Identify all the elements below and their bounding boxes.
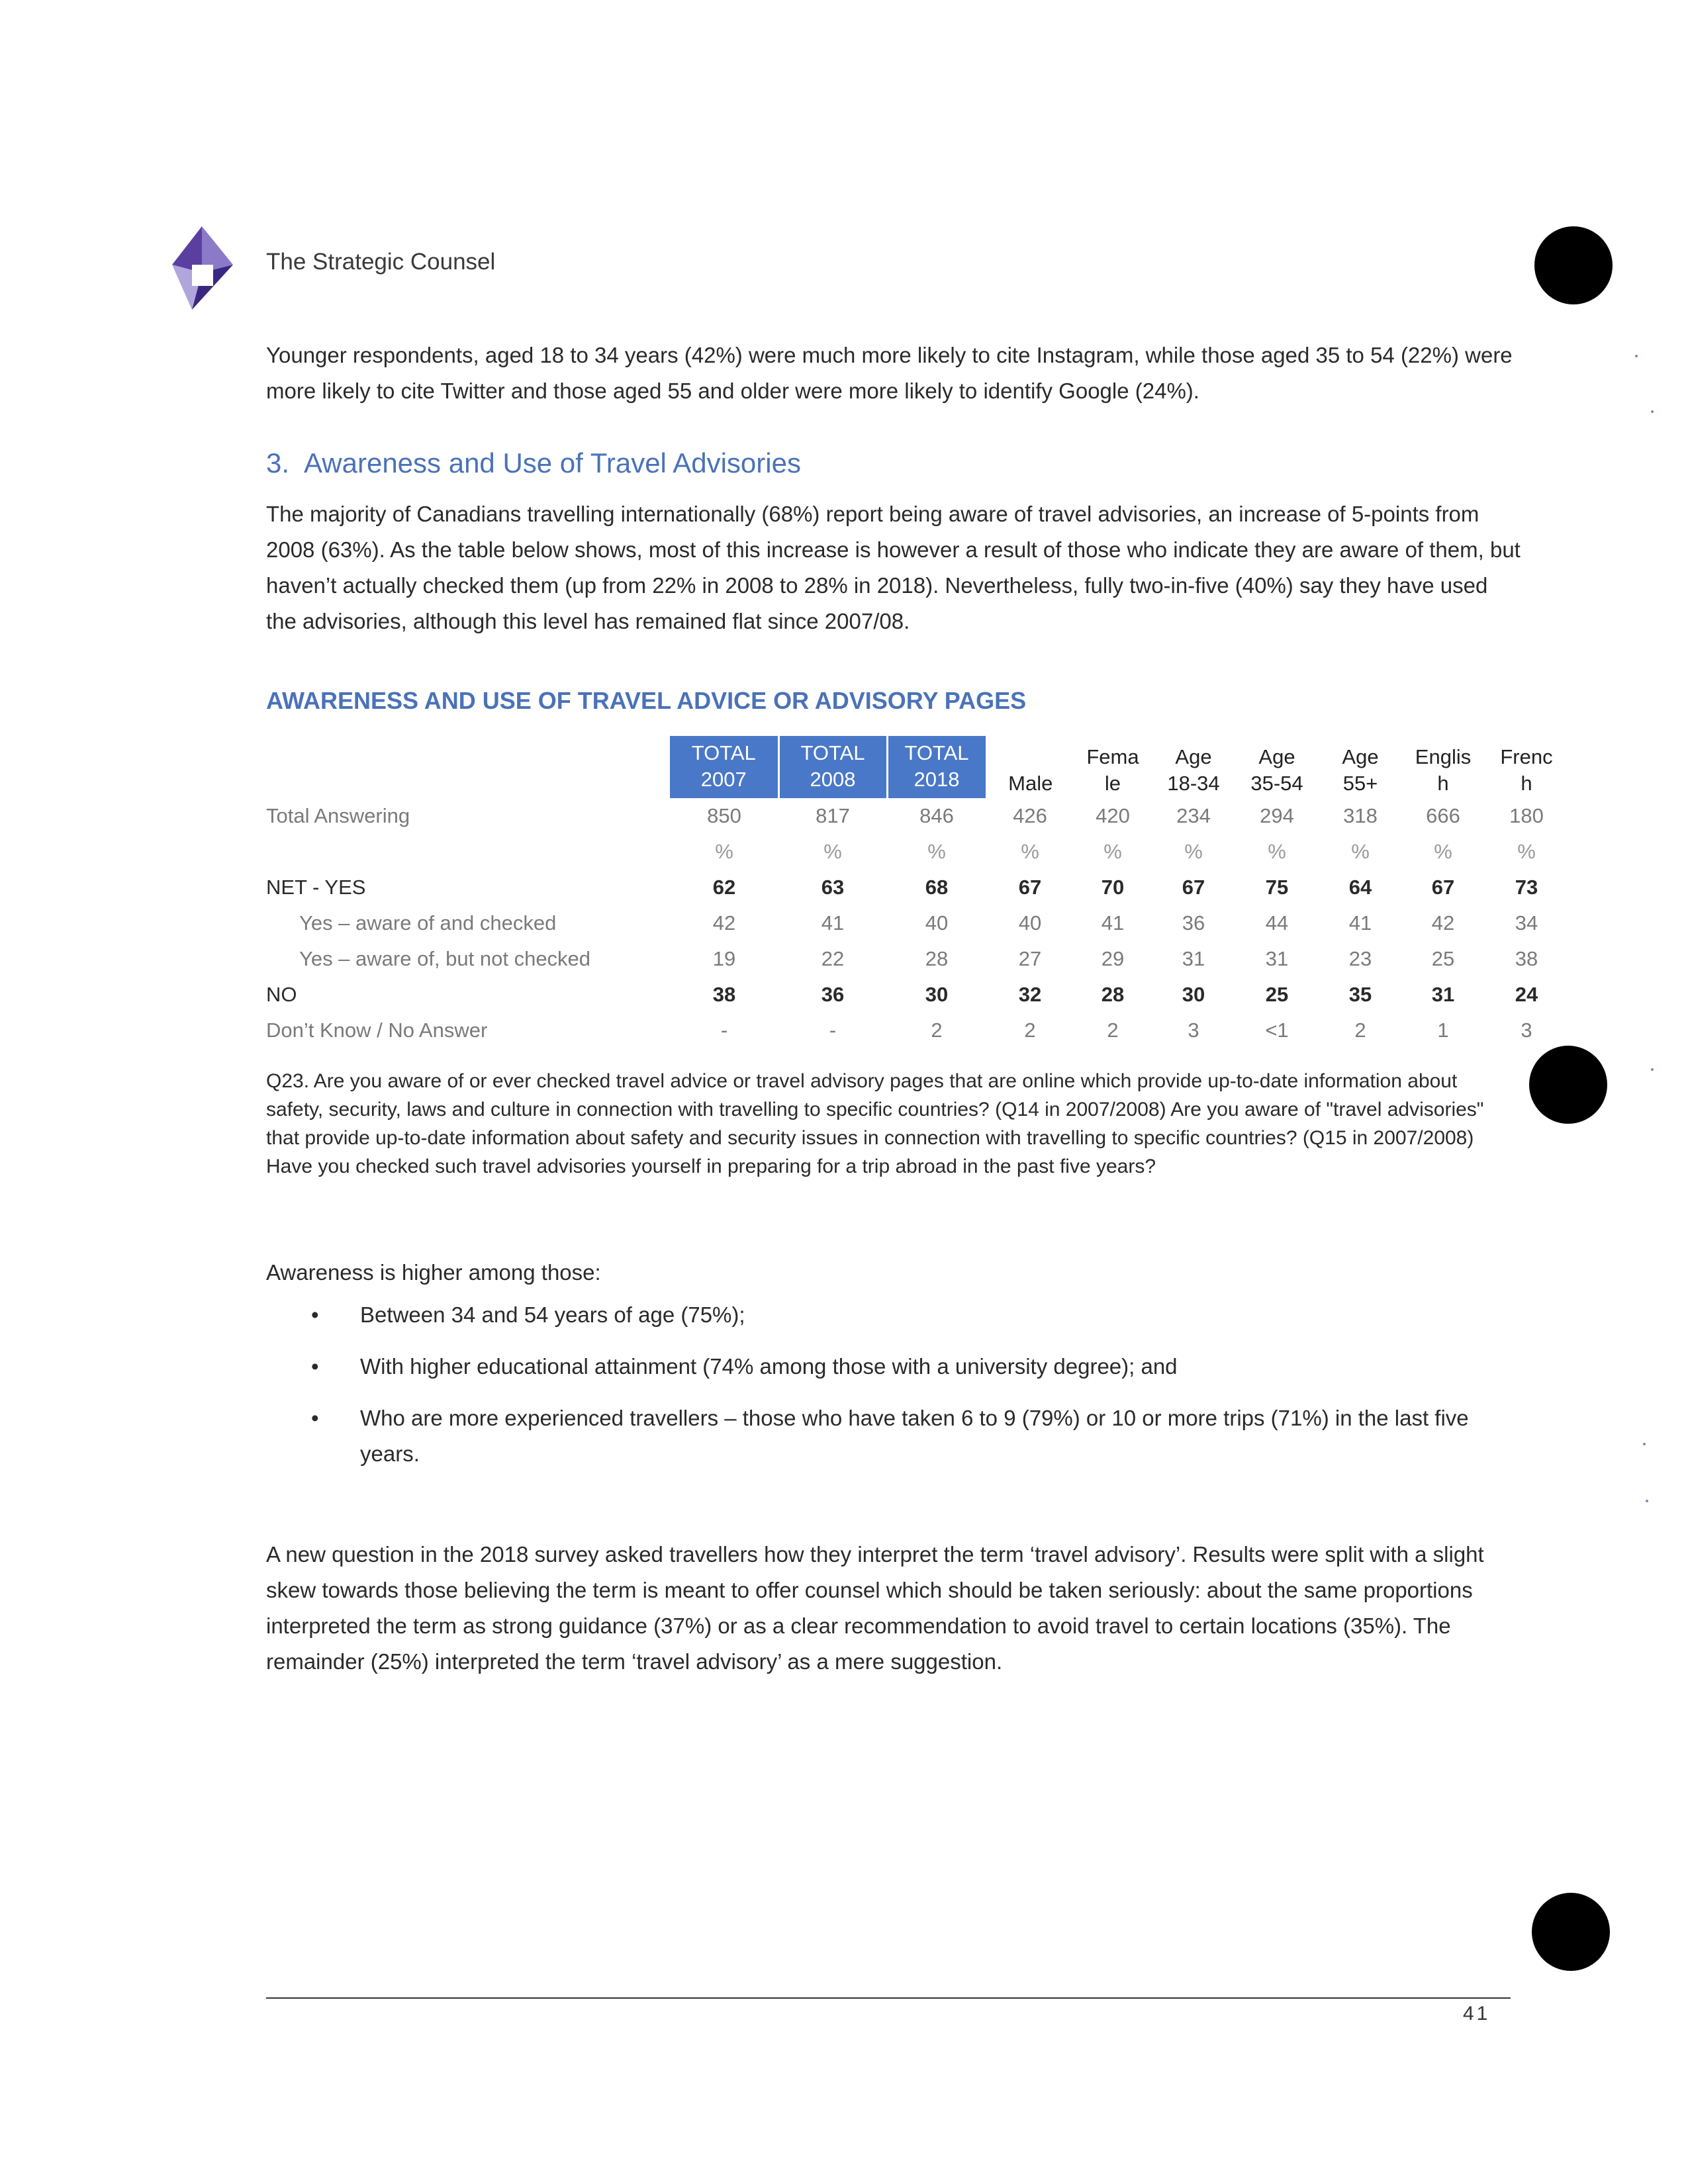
table-cell: 67 — [1182, 876, 1205, 899]
intro-paragraph: Younger respondents, aged 18 to 34 years (42%) were much more likely to cite Instagram, while those aged 35 to 54 (22%) were more likely to cite Twitter and those aged 55 and older were more likely to identify Google (24%). — [266, 343, 1513, 403]
table-cell: % — [1351, 840, 1370, 863]
row-label: Yes – aware of and checked — [299, 911, 557, 934]
question-note: Q23. Are you aware of or ever checked travel advice or travel advisory pages that are online which provide up-to-date information about safety, security, laws and culture in connection with travelling to specific countries? (Q14 in 2007/2008) Are you aware of "travel advisories" that provide up-to-date information about safety and security issues in connection with travelling to specific countries? (Q15 in 2007/2008) Have you checked such travel advisories yourself in preparing for a trip abroad in the past five years? — [266, 1070, 1484, 1177]
table-cell: 25 — [1431, 947, 1455, 970]
awareness-bullet-list — [311, 1297, 1516, 1488]
table-cell: 850 — [707, 804, 741, 827]
awareness-table — [266, 736, 1569, 1048]
closing-paragraph: A new question in the 2018 survey asked travellers how they interpret the term ‘travel advisory’. Results were split with a slight skew towards those believing the term is meant to offer counsel which should be taken seriously: about the same proportions interpreted the term as strong guidance (37%) or as a clear recommendation to avoid travel to certain locations (35%). The remainder (25%) interpreted the term ‘travel advisory’ as a mere suggestion. — [266, 1542, 1484, 1674]
table-cell: 25 — [1265, 983, 1289, 1006]
section-title: Awareness and Use of Travel Advisories — [304, 447, 801, 478]
table-cell: 22 — [821, 947, 845, 970]
table-cell: 846 — [919, 804, 954, 827]
table-cell: 67 — [1018, 876, 1042, 899]
table-cell: 3 — [1521, 1019, 1532, 1042]
table-cell: 817 — [816, 804, 850, 827]
col-header-total-2008: TOTAL 2008 — [778, 736, 887, 798]
table-cell: 42 — [1431, 911, 1455, 934]
header-blank — [266, 736, 670, 798]
col-header-male: Male — [1008, 772, 1053, 795]
section-number: 3. — [266, 447, 290, 478]
binder-hole-top — [1534, 226, 1613, 304]
scan-speck — [1651, 410, 1654, 413]
table-cell: 38 — [712, 983, 736, 1006]
table-cell: 68 — [925, 876, 949, 899]
table-cell: 1 — [1437, 1019, 1449, 1042]
table-cell: 19 — [712, 947, 736, 970]
table-cell: 41 — [1348, 911, 1372, 934]
section-paragraph: The majority of Canadians travelling internationally (68%) report being aware of travel advisories, an increase of 5-points from 2008 (63%). As the table below shows, most of this increase is however a result of those who indicate they are aware of them, but haven’t actually checked them (up from 22% in 2008 to 28% in 2018). Nevertheless, fully two-in-five (40%) say they have used the advisories, although this level has remained flat since 2007/08. — [266, 502, 1521, 633]
table-cell: 2 — [1024, 1019, 1036, 1042]
list-item: • Who are more experienced travellers – those who have taken 6 to 9 (79%) or 10 or more trips (71%) in the last five years. — [311, 1400, 1516, 1472]
col-header-english: Englis h — [1415, 745, 1472, 795]
table-cell: 32 — [1018, 983, 1042, 1006]
table-cell: 294 — [1260, 804, 1294, 827]
list-item: • With higher educational attainment (74% among those with a university degree); and — [311, 1349, 1516, 1385]
row-label: NET - YES — [266, 876, 366, 899]
table-cell: - — [829, 1019, 837, 1042]
table-cell: 29 — [1101, 947, 1125, 970]
row-label: NO — [266, 983, 297, 1006]
table-cell: 234 — [1176, 804, 1211, 827]
scan-speck — [1635, 355, 1638, 357]
table-cell: 36 — [1182, 911, 1205, 934]
brand-name: The Strategic Counsel — [266, 249, 496, 275]
table-cell: 420 — [1096, 804, 1130, 827]
table-cell: 31 — [1431, 983, 1455, 1006]
table-cell: % — [1268, 840, 1286, 863]
table-cell: 73 — [1515, 876, 1538, 899]
table-cell: 30 — [1182, 983, 1205, 1006]
binder-hole-middle — [1529, 1046, 1607, 1124]
table-cell: 41 — [1101, 911, 1125, 934]
row-net-yes — [266, 870, 1569, 905]
row-aware-checked — [266, 905, 1569, 941]
table-cell: 62 — [712, 876, 736, 899]
table-cell: 44 — [1265, 911, 1289, 934]
table-cell: 2 — [931, 1019, 943, 1042]
table-cell: <1 — [1265, 1019, 1289, 1042]
table-cell: 38 — [1515, 947, 1538, 970]
row-label: Don’t Know / No Answer — [266, 1019, 488, 1042]
row-total-answering — [266, 798, 1569, 834]
section-heading — [266, 447, 801, 479]
table-cell: 2 — [1107, 1019, 1119, 1042]
table-cell: 28 — [1101, 983, 1125, 1006]
table-cell: 70 — [1101, 876, 1125, 899]
awareness-lead: Awareness is higher among those: — [266, 1260, 601, 1285]
table-cell: % — [1434, 840, 1452, 863]
table-cell: 3 — [1188, 1019, 1199, 1042]
table-cell: 27 — [1018, 947, 1042, 970]
table-cell: % — [927, 840, 946, 863]
table-cell: 36 — [821, 983, 845, 1006]
table-cell: % — [1103, 840, 1122, 863]
col-header-age-35-54: Age 35-54 — [1250, 745, 1303, 795]
table-cell: 318 — [1343, 804, 1378, 827]
table-cell: - — [720, 1019, 728, 1042]
table-cell: 31 — [1182, 947, 1205, 970]
table-cell: 34 — [1515, 911, 1538, 934]
table-cell: % — [1517, 840, 1536, 863]
table-cell: 2 — [1354, 1019, 1366, 1042]
table-cell: 40 — [1018, 911, 1042, 934]
table-cell: 426 — [1013, 804, 1047, 827]
table-cell: 23 — [1348, 947, 1372, 970]
table-cell: 31 — [1265, 947, 1289, 970]
table-cell: 30 — [925, 983, 949, 1006]
row-label — [266, 834, 670, 870]
table-cell: 41 — [821, 911, 845, 934]
strategic-counsel-logo — [159, 225, 245, 311]
table-cell: % — [1021, 840, 1039, 863]
table-cell: 666 — [1426, 804, 1460, 827]
col-header-age-55-plus: Age 55+ — [1342, 745, 1379, 795]
page-number: 41 — [1463, 2003, 1491, 2025]
table-cell: % — [823, 840, 842, 863]
table-title: AWARENESS AND USE OF TRAVEL ADVICE OR ADVISORY PAGES — [266, 687, 1027, 714]
col-header-total-2018: TOTAL 2018 — [887, 736, 986, 798]
table-cell: 35 — [1348, 983, 1372, 1006]
row-no — [266, 977, 1569, 1013]
binder-hole-bottom — [1532, 1893, 1610, 1971]
col-header-french: Frenc h — [1500, 745, 1553, 795]
table-cell: 24 — [1515, 983, 1538, 1006]
scan-speck — [1646, 1500, 1648, 1502]
col-header-total-2007: TOTAL 2007 — [670, 736, 778, 798]
row-aware-not-checked — [266, 941, 1569, 977]
table-cell: % — [715, 840, 733, 863]
table-cell: 64 — [1348, 876, 1372, 899]
scan-speck — [1643, 1443, 1646, 1445]
table-cell: 75 — [1265, 876, 1289, 899]
table-cell: 63 — [821, 876, 845, 899]
table-cell: 28 — [925, 947, 949, 970]
row-label: Total Answering — [266, 804, 410, 827]
table-cell: 180 — [1509, 804, 1544, 827]
footer-rule — [266, 1997, 1511, 1999]
scan-speck — [1651, 1068, 1654, 1071]
col-header-age-18-34: Age 18-34 — [1167, 745, 1220, 795]
row-label: Yes – aware of, but not checked — [299, 947, 591, 970]
table-header-row — [266, 736, 1569, 798]
table-cell: % — [1184, 840, 1203, 863]
table-cell: 42 — [712, 911, 736, 934]
row-dont-know — [266, 1013, 1569, 1048]
list-item: • Between 34 and 54 years of age (75%); — [311, 1297, 1516, 1333]
row-percent — [266, 834, 1569, 870]
col-header-female: Fema le — [1086, 745, 1139, 795]
table-cell: 67 — [1431, 876, 1455, 899]
table-cell: 40 — [925, 911, 949, 934]
